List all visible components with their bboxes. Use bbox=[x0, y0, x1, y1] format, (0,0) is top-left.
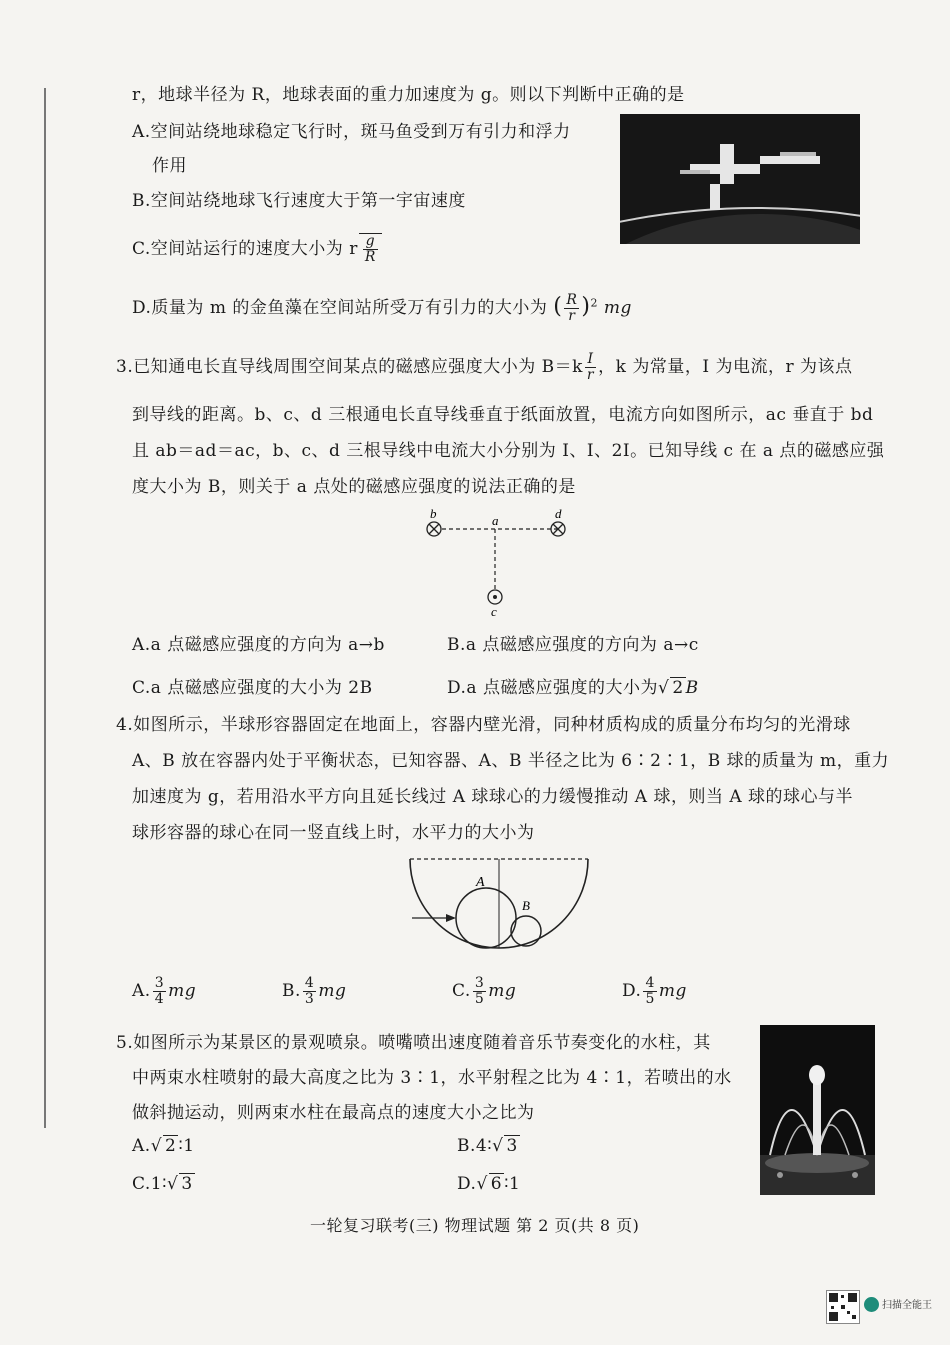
q3-line4: 度大小为 B，则关于 a 点处的磁感应强度的说法正确的是 bbox=[132, 477, 576, 497]
q4-line3: 加速度为 g，若用沿水平方向且延长线过 A 球球心的力缓慢推动 A 球，则当 A 球的球心与半 bbox=[132, 787, 854, 807]
qr-code-icon bbox=[826, 1290, 860, 1324]
q4-option-c: C. $\frac{3}{5}$ mg bbox=[452, 975, 517, 1007]
q2-option-b: B.空间站绕地球飞行速度大于第一宇宙速度 bbox=[132, 191, 466, 211]
page-footer: 一轮复习联考(三) 物理试题 第 2 页(共 8 页) bbox=[310, 1216, 640, 1235]
q4-option-b: B. $\frac{4}{3}$ mg bbox=[282, 975, 347, 1007]
fountain-photo bbox=[760, 1025, 875, 1195]
space-station-photo bbox=[620, 114, 860, 244]
q4-line1: 4.如图所示，半球形容器固定在地面上，容器内壁光滑，同种材质构成的质量分布均匀的光滑球 bbox=[116, 715, 851, 735]
q4-line2: A、B 放在容器内处于平衡状态，已知容器、A、B 半径之比为 6∶2∶1，B 球的质量为 m，重力 bbox=[132, 751, 890, 771]
wire-c-out-of-page-icon bbox=[488, 590, 502, 604]
q2-stem-tail: r，地球半径为 R，地球表面的重力加速度为 g。则以下判断中正确的是 bbox=[132, 85, 685, 105]
scanner-badge-text: 扫描全能王 bbox=[882, 1300, 932, 1311]
label-a: a bbox=[492, 513, 499, 528]
q3-line1: 3.已知通电长直导线周围空间某点的磁感应强度大小为 B＝k $\frac{I}{r}$ ，k 为常量，I 为电流，r 为该点 bbox=[116, 351, 853, 383]
wire-b-into-page-icon bbox=[427, 522, 441, 536]
page-margin-line bbox=[44, 88, 46, 1128]
q4-hemisphere-diagram bbox=[400, 852, 600, 962]
q3-option-c: C.a 点磁感应强度的大小为 2B bbox=[132, 678, 373, 698]
q2-option-a: A.空间站绕地球稳定飞行时，斑马鱼受到万有引力和浮力 bbox=[132, 122, 571, 142]
label-c: c bbox=[491, 604, 497, 619]
q5-option-c: C.1∶√ 3 bbox=[132, 1174, 193, 1194]
q5-option-b: B.4∶√ 3 bbox=[457, 1136, 518, 1156]
scanner-logo-icon bbox=[864, 1297, 879, 1312]
label-b: b bbox=[430, 506, 437, 521]
q2-option-c: C.空间站运行的速度大小为 r $\frac{g}{R}$ bbox=[132, 233, 382, 265]
ball-a bbox=[456, 888, 516, 948]
q3-line2: 到导线的距离。b、c、d 三根通电长直导线垂直于纸面放置，电流方向如图所示，ac 垂直于 bd bbox=[132, 405, 874, 425]
q2-option-a-cont: 作用 bbox=[152, 156, 187, 176]
q4-line4: 球形容器的球心在同一竖直线上时，水平力的大小为 bbox=[132, 823, 535, 843]
q2-option-d: D.质量为 m 的金鱼藻在空间站所受万有引力的大小为 ( $\frac{R}{r}$ )$^2$ mg bbox=[132, 292, 632, 324]
wire-d-into-page-icon bbox=[551, 522, 565, 536]
arrowhead-icon bbox=[446, 914, 456, 922]
q3-option-d: D.a 点磁感应强度的大小为√ 2 B bbox=[447, 678, 699, 698]
q5-line3: 做斜抛运动，则两束水柱在最高点的速度大小之比为 bbox=[132, 1103, 535, 1123]
label-d: d bbox=[555, 506, 562, 521]
q3-wire-diagram bbox=[420, 505, 580, 620]
q4-option-d: D. $\frac{4}{5}$ mg bbox=[622, 975, 687, 1007]
q5-line1: 5.如图所示为某景区的景观喷泉。喷嘴喷出速度随着音乐节奏变化的水柱，其 bbox=[116, 1033, 711, 1053]
q3-option-b: B.a 点磁感应强度的方向为 a→c bbox=[447, 635, 699, 655]
label-B: B bbox=[522, 898, 530, 913]
q5-line2: 中两束水柱喷射的最大高度之比为 3∶1，水平射程之比为 4∶1，若喷出的水 bbox=[132, 1068, 732, 1088]
q3-option-a: A.a 点磁感应强度的方向为 a→b bbox=[132, 635, 385, 655]
ball-b bbox=[511, 916, 541, 946]
label-A: A bbox=[476, 875, 485, 890]
q5-option-d: D.√ 6 ∶1 bbox=[457, 1174, 521, 1194]
q3-line3: 且 ab＝ad＝ac，b、c、d 三根导线中电流大小分别为 I、I、2I。已知导线 c 在 a 点的磁感应强 bbox=[132, 441, 885, 461]
q4-option-a: A. $\frac{3}{4}$ mg bbox=[132, 975, 197, 1007]
q5-option-a: A.√ 2 ∶1 bbox=[132, 1136, 195, 1156]
